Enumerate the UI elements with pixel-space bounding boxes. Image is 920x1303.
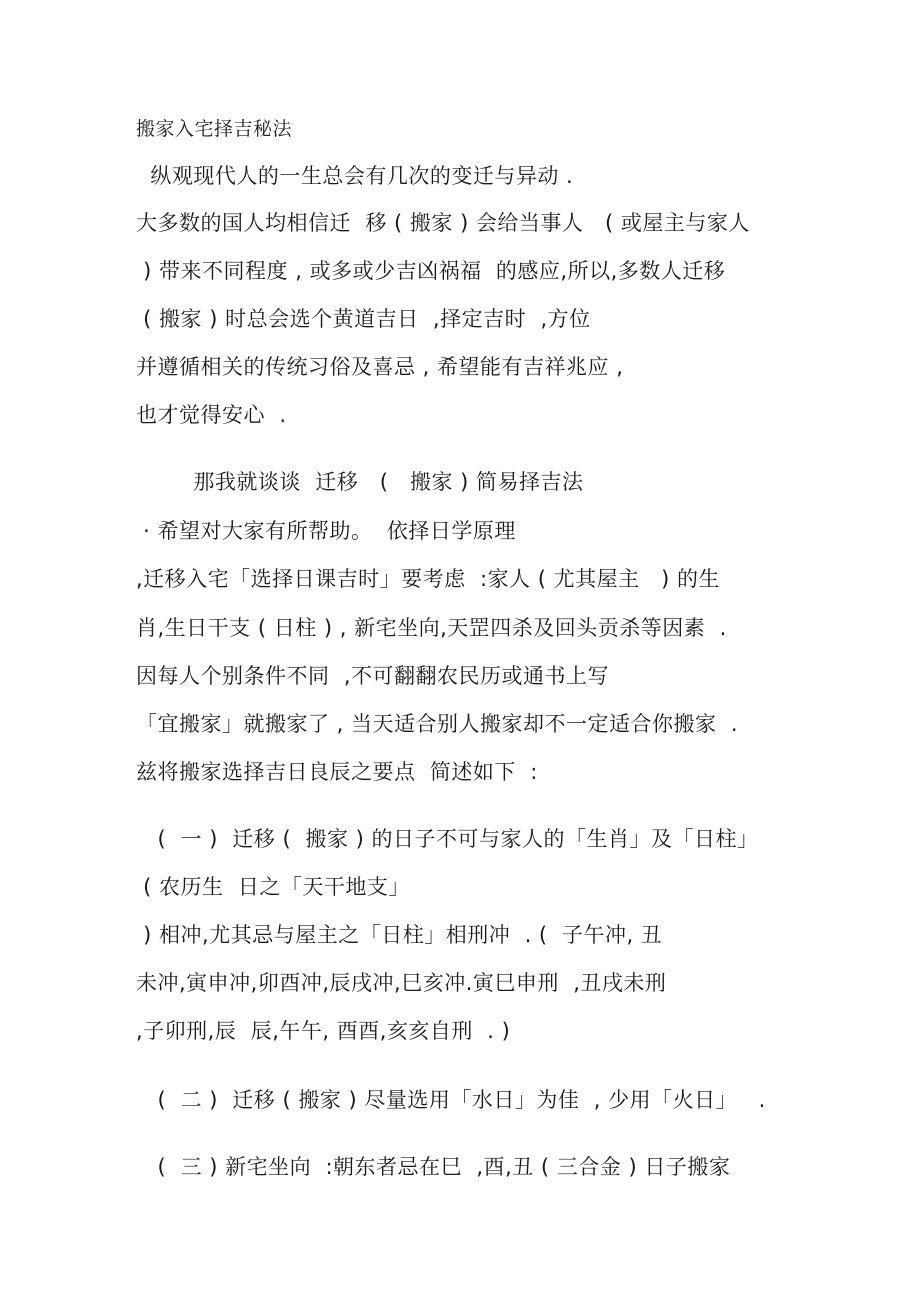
document-title: 搬家入宅择吉秘法 bbox=[136, 118, 293, 140]
text-line: 「宜搬家」就搬家了 , 当天适合别人搬家却不一定适合你搬家 . bbox=[136, 712, 739, 736]
text-line: 也才觉得安心 . bbox=[136, 403, 287, 427]
text-line: 肖,生日干支 ( 日柱 ) , 新宅坐向,天罡四杀及回头贡杀等因素 . bbox=[136, 616, 727, 640]
text-line: ,迁移入宅「选择日课吉时」要考虑 :家人 ( 尤其屋主 ) 的生 bbox=[136, 567, 721, 591]
text-line: 那我就谈谈 迁移 ( 搬家 ) 简易择吉法 bbox=[136, 470, 584, 494]
text-line: 未冲,寅申冲,卯酉冲,辰戌冲,巳亥冲.寅巳申刑 ,丑戌未刑 bbox=[136, 971, 667, 995]
text-line: ) 相冲,尤其忌与屋主之「日柱」相刑冲 . ( 子午冲, 丑 bbox=[136, 923, 663, 947]
text-line: ( 农历生 日之「天干地支」 bbox=[136, 875, 410, 899]
text-line: 并遵循相关的传统习俗及喜忌 , 希望能有吉祥兆应 , bbox=[136, 355, 624, 379]
text-line: 兹将搬家选择吉日良辰之要点 简述如下 : bbox=[136, 760, 538, 784]
text-line: 因每人个别条件不同 ,不可翻翻农民历或通书上写 bbox=[136, 664, 610, 688]
text-line: ( 搬家 ) 时总会选个黄道吉日 ,择定吉时 ,方位 bbox=[136, 307, 591, 331]
text-line: ) 带来不同程度 , 或多或少吉凶祸福 的感应,所以,多数人迁移 bbox=[136, 259, 726, 283]
text-line: 大多数的国人均相信迁 移 ( 搬家 ) 会给当事人 ( 或屋主与家人 bbox=[136, 211, 750, 235]
text-line: ( 二 ) 迁移 ( 搬家 ) 尽量选用「水日」为佳 , 少用「火日」 . bbox=[136, 1088, 766, 1112]
text-line: ,子卯刑,辰 辰,午午, 酉酉,亥亥自刑 . ) bbox=[136, 1019, 511, 1043]
text-line: · 希望对大家有所帮助。 依择日学原理 bbox=[136, 519, 516, 543]
text-line: ( 一 ) 迁移 ( 搬家 ) 的日子不可与家人的「生肖」及「日柱」 bbox=[136, 827, 759, 851]
text-line: ( 三 ) 新宅坐向 :朝东者忌在巳 ,酉,丑 ( 三合金 ) 日子搬家 bbox=[136, 1155, 731, 1179]
text-line: 纵观现代人的一生总会有几次的变迁与异动 . bbox=[136, 164, 574, 188]
